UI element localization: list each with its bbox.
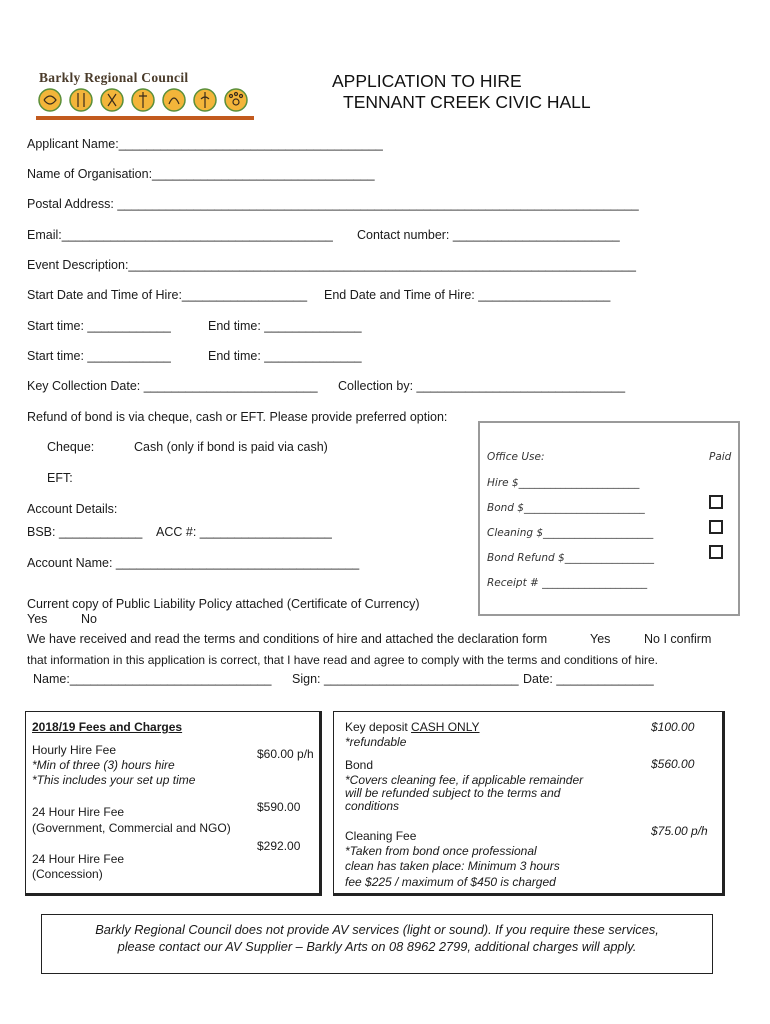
terms-statement-2: that information in this application is correct, that I have read and agree to comply with the terms and conditions of hire. <box>27 653 659 667</box>
liability-yes[interactable]: Yes <box>27 612 48 626</box>
cleaning-fee-label: Cleaning Fee <box>345 829 417 843</box>
email-field[interactable]: Email:_______________________________________ <box>27 228 333 242</box>
postal-address-field[interactable]: Postal Address: ___________________________________________________________________________ <box>27 197 639 211</box>
day-fee-price: $590.00 <box>257 800 301 814</box>
council-logo <box>36 68 254 126</box>
start-time-field-1[interactable]: Start time: ____________ <box>27 319 171 333</box>
logo-icons <box>38 87 252 113</box>
key-deposit-note: *refundable <box>345 735 407 749</box>
deposits-table <box>333 711 725 896</box>
office-hire-line[interactable]: Hire $_______________________ <box>487 477 640 489</box>
logo-name: Barkly Regional Council <box>39 70 189 85</box>
acc-field[interactable]: ACC #: ___________________ <box>156 525 332 539</box>
cash-option[interactable]: Cash (only if bond is paid via cash) <box>134 440 328 454</box>
hourly-fee-label: Hourly Hire Fee <box>32 743 117 757</box>
end-time-field-1[interactable]: End time: ______________ <box>208 319 362 333</box>
contact-number-field[interactable]: Contact number: ________________________ <box>357 228 620 242</box>
applicant-name-field[interactable]: Applicant Name:______________________________________ <box>27 137 383 151</box>
concession-fee-label: 24 Hour Hire Fee <box>32 852 125 866</box>
av-notice-box <box>41 914 713 974</box>
signature-sign-field[interactable]: Sign: ____________________________ <box>292 672 519 686</box>
bond-refund-paid-checkbox[interactable] <box>709 545 723 559</box>
office-use-title: Office Use: <box>487 451 545 463</box>
collection-by-field[interactable]: Collection by: ______________________________ <box>338 379 626 393</box>
signature-date-field[interactable]: Date: ______________ <box>523 672 654 686</box>
bsb-field[interactable]: BSB: ____________ <box>27 525 143 539</box>
liability-no[interactable]: No <box>81 612 97 626</box>
terms-statement-1: We have received and read the terms and conditions of hire and attached the declaration form <box>27 632 548 646</box>
cleaning-fee-price: $75.00 p/h <box>651 824 708 838</box>
bond-note-2: will be refunded subject to the terms and <box>345 786 561 800</box>
key-collection-date-field[interactable]: Key Collection Date: _________________________ <box>27 379 318 393</box>
office-bond-refund-line[interactable]: Bond Refund $_________________ <box>487 552 654 564</box>
bond-paid-checkbox[interactable] <box>709 495 723 509</box>
hourly-fee-note-1: *Min of three (3) hours hire <box>32 758 175 772</box>
fees-title: 2018/19 Fees and Charges <box>32 720 183 734</box>
terms-no[interactable]: No I confirm <box>644 632 712 646</box>
key-deposit-price: $100.00 <box>651 720 695 734</box>
signature-name-field[interactable]: Name:_____________________________ <box>33 672 272 686</box>
hourly-fee-note-2: *This includes your set up time <box>32 773 196 787</box>
office-bond-line[interactable]: Bond $_______________________ <box>487 502 645 514</box>
office-receipt-line[interactable]: Receipt # ____________________ <box>487 577 648 589</box>
end-time-field-2[interactable]: End time: ______________ <box>208 349 362 363</box>
logo-divider <box>36 116 254 120</box>
start-date-field[interactable]: Start Date and Time of Hire:__________________ <box>27 288 308 302</box>
bond-price: $560.00 <box>651 757 695 771</box>
fees-table <box>25 711 322 896</box>
liability-statement: Current copy of Public Liability Policy attached (Certificate of Currency) <box>27 597 420 611</box>
office-use-box <box>478 421 740 616</box>
account-details-label: Account Details: <box>27 502 118 516</box>
hourly-fee-price: $60.00 p/h <box>257 747 314 761</box>
bond-note-3: conditions <box>345 799 400 813</box>
event-description-field[interactable]: Event Description:_________________________________________________________________________ <box>27 258 636 272</box>
start-time-field-2[interactable]: Start time: ____________ <box>27 349 171 363</box>
cleaning-note-2: clean has taken place: Minimum 3 hours <box>345 859 560 873</box>
title-line-1: APPLICATION TO HIRE <box>332 71 522 91</box>
organisation-field[interactable]: Name of Organisation:________________________________ <box>27 167 375 181</box>
cleaning-paid-checkbox[interactable] <box>709 520 723 534</box>
refund-note: Refund of bond is via cheque, cash or EFT. Please provide preferred option: <box>27 410 448 424</box>
eft-option[interactable]: EFT: <box>47 471 73 485</box>
bond-note-1: *Covers cleaning fee, if applicable remainder <box>345 773 584 787</box>
title-line-2: TENNANT CREEK CIVIC HALL <box>343 92 591 112</box>
concession-fee-sub: (Concession) <box>32 867 103 881</box>
cleaning-note-1: *Taken from bond once professional <box>345 844 537 858</box>
account-name-field[interactable]: Account Name: ___________________________________ <box>27 556 360 570</box>
cheque-option[interactable]: Cheque: <box>47 440 95 454</box>
paid-label: Paid <box>709 451 732 463</box>
end-date-field[interactable]: End Date and Time of Hire: ___________________ <box>324 288 611 302</box>
day-fee-label: 24 Hour Hire Fee <box>32 805 125 819</box>
day-fee-sub: (Government, Commercial and NGO) <box>32 821 231 835</box>
key-deposit-label: Key deposit CASH ONLY <box>345 720 480 734</box>
office-cleaning-line[interactable]: Cleaning $_____________________ <box>487 527 654 539</box>
bond-label: Bond <box>345 758 374 772</box>
av-notice-line-2: please contact our AV Supplier – Barkly Arts on 08 8962 2799, additional charges will apply. <box>117 939 637 954</box>
concession-fee-price: $292.00 <box>257 839 301 853</box>
cleaning-note-3: fee $225 / maximum of $450 is charged <box>345 875 556 889</box>
terms-yes[interactable]: Yes <box>590 632 611 646</box>
av-notice-line-1: Barkly Regional Council does not provide AV services (light or sound). If you require these services, <box>95 922 659 937</box>
